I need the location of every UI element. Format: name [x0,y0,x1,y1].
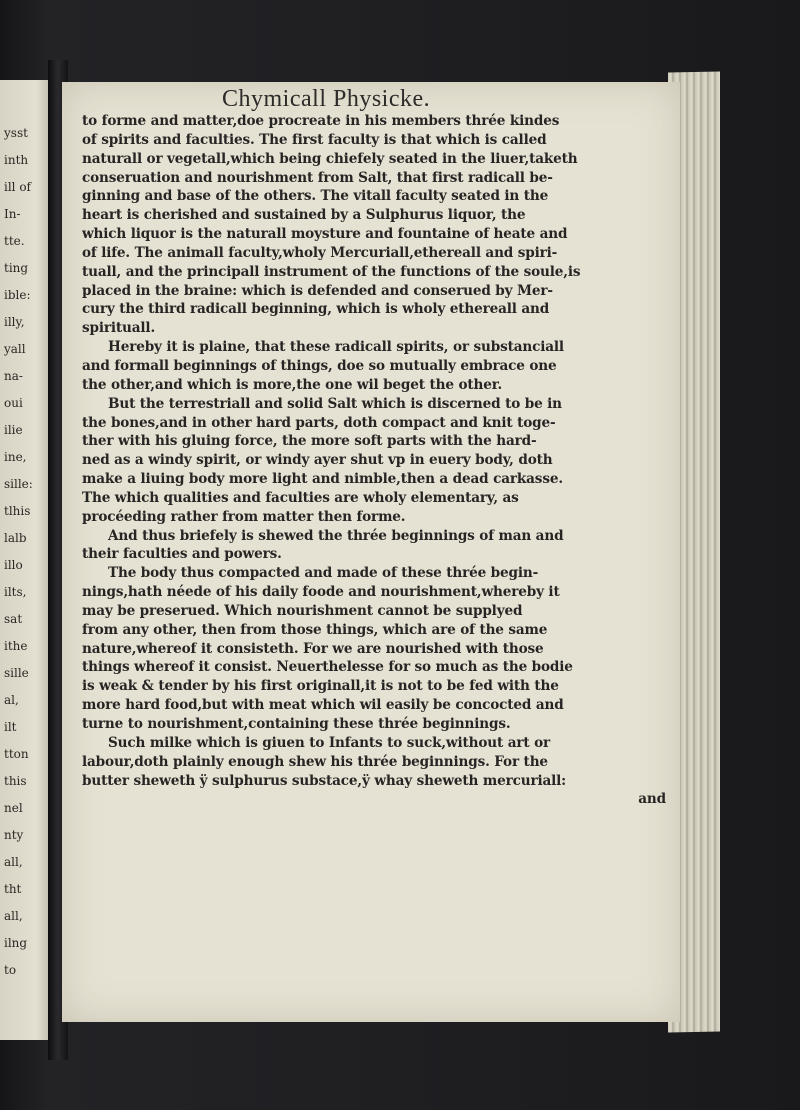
text-line: their faculties and powers. [82,546,282,563]
text-line: ginning and base of the others. The vitall faculty seated in the [82,188,549,205]
text-line: tuall, and the principall instrument of the functions of the soule,is [82,263,581,280]
facing-page-fragment: ting [4,261,29,275]
text-line: naturall or vegetall,which being chiefely seated in the liuer,taketh [82,150,578,167]
facing-page-fragment: all, [4,909,23,923]
facing-page-fragment: tton [4,747,29,761]
facing-page-fragment: ilng [4,936,28,950]
text-line: But the terrestriall and solid Salt which is discerned to be in [108,395,562,412]
facing-page-fragment: nty [4,828,24,842]
text-line: butter sheweth ÿ sulphurus substace,ÿ whay sheweth mercuriall: [82,772,567,789]
text-line: nings,hath néede of his daily foode and nourishment,whereby it [82,584,560,601]
text-line: The which qualities and faculties are wholy elementary, as [82,489,519,506]
text-line: nature,whereof it consisteth. For we are nourished with those [82,640,544,657]
text-line: cury the third radicall beginning, which is wholy ethereall and [82,301,550,318]
facing-page-fragment: tht [4,882,22,896]
text-line: And thus briefely is shewed the thrée beginnings of man and [108,527,564,544]
facing-page-fragment: ithe [4,639,28,653]
facing-page-fragment: al, [4,693,19,707]
facing-page-fragment: lalb [4,531,27,545]
text-line: and formall beginnings of things, doe so mutually embrace one [82,357,557,374]
facing-page-fragment: ill of [4,180,31,194]
text-line: Hereby it is plaine, that these radicall spirits, or substanciall [108,339,564,356]
text-line: The body thus compacted and made of these thrée begin- [108,565,539,582]
facing-page-fragment: sat [4,612,23,626]
facing-page-fragment: sille: [4,477,33,491]
text-line: procéeding rather from matter then forme. [82,508,406,525]
text-line: make a liuing body more light and nimble,then a dead carkasse. [82,471,563,488]
page-body [82,112,680,809]
text-line: the other,and which is more,the one wil beget the other. [82,376,503,393]
text-line: more hard food,but with meat which wil easily be concocted and [82,697,564,714]
facing-page-fragment: illo [4,558,23,572]
facing-page-fragment: tte. [4,234,25,248]
text-line: labour,doth plainly enough shew his thrée beginnings. For the [82,753,548,770]
facing-page-fragment: ilts, [4,585,27,599]
text-line: things whereof it consist. Neuerthelesse for so much as the bodie [82,659,573,676]
text-line: spirituall. [82,320,156,337]
text-line: is weak & tender by his first originall,it is not to be fed with the [82,678,559,695]
facing-page-fragment: yall [4,342,26,356]
facing-page-fragment: illy, [4,315,25,329]
facing-page-fragment: ysst [4,126,28,140]
facing-page-fragment: all, [4,855,23,869]
text-line: of life. The animall faculty,wholy Mercuriall,ethereall and spiri- [82,244,558,261]
facing-page-fragment: In- [4,207,21,221]
text-line: turne to nourishment,containing these thrée beginnings. [82,716,511,732]
facing-page-edge [0,80,52,1040]
facing-page-fragment: tlhis [4,504,31,518]
text-line: Such milke which is giuen to Infants to suck,without art or [108,734,551,751]
facing-page-fragment: oui [4,396,23,410]
facing-page-fragment: sille [4,666,29,680]
catchword: and [638,791,666,808]
text-line: ther with his gluing force, the more soft parts with the hard- [82,433,537,450]
text-line: heart is cherished and sustained by a Sulphurus liquor, the [82,207,526,224]
text-line: ned as a windy spirit, or windy ayer shut vp in euery body, doth [82,452,553,469]
facing-page-fragment: this [4,774,27,788]
text-line: may be preserued. Which nourishment cannot be supplyed [82,602,523,619]
facing-page-fragment: ilt [4,720,17,734]
text-line: the bones,and in other hard parts, doth compact and knit toge- [82,414,556,431]
text-line: from any other, then from those things, which are of the same [82,621,548,638]
running-head: Chymicall Physicke. [222,86,431,112]
text-line: which liquor is the naturall moysture and fountaine of heate and [82,226,568,243]
facing-page-fragment: inth [4,153,29,167]
text-line: placed in the braine: which is defended and conserued by Mer- [82,282,553,299]
facing-page-fragment: ilie [4,423,23,437]
text-line: of spirits and faculties. The first faculty is that which is called [82,131,547,148]
text-line: conseruation and nourishment from Salt, that first radicall be- [82,169,553,186]
facing-page-fragment: nel [4,801,23,815]
facing-page-fragment: ine, [4,450,27,464]
facing-page-fragment: na- [4,369,23,383]
text-line: to forme and matter,doe procreate in his members thrée kindes [82,113,560,129]
facing-page-fragment: ible: [4,288,31,302]
facing-page-fragment: to [4,963,17,977]
